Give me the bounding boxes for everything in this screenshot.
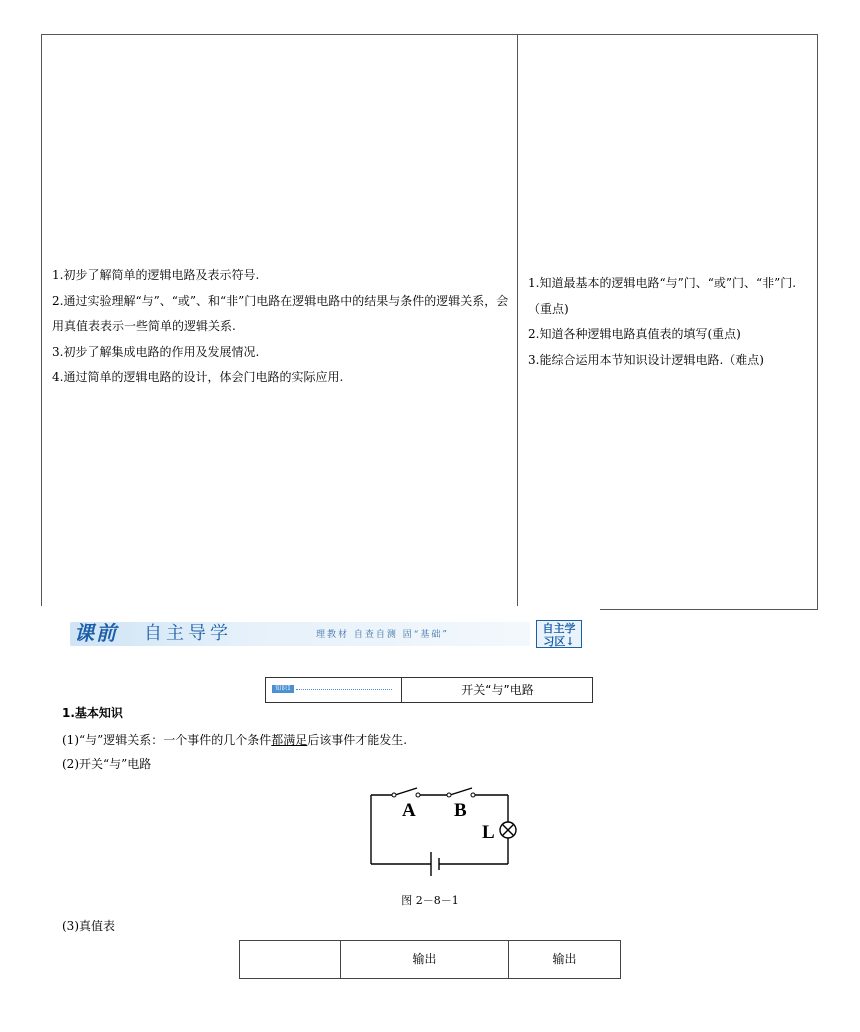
key-point-item: 1.知道最基本的逻辑电路“与”门、“或”门、“非”门.（重点)	[528, 276, 797, 316]
key-point-item: 2.知道各种逻辑电路真值表的填写(重点)	[528, 327, 741, 341]
badge-line-1: 自主学	[542, 622, 576, 635]
content-heading: 1.基本知识	[62, 706, 123, 720]
banner-title-a: 课前	[74, 621, 118, 645]
banner-subtitle: 理教材 自查自测 固“基础”	[316, 630, 449, 640]
goal-item: 3.初步了解集成电路的作用及发展情况.	[52, 344, 260, 359]
goal-item: 1.初步了解简单的逻辑电路及表示符号.	[52, 268, 260, 282]
lamp-label: L	[482, 822, 495, 843]
paragraph-and-logic	[62, 731, 407, 748]
paragraph-truth-table: (3)真值表	[62, 919, 115, 933]
banner-title-b: 自主导学	[144, 623, 232, 644]
key-point-item: 3.能综合运用本节知识设计逻辑电路.（难点)	[528, 352, 764, 367]
truth-table	[239, 940, 621, 979]
section-tag: 知识1	[272, 685, 294, 693]
banner-gap	[40, 606, 600, 614]
section-title: 开关“与”电路	[461, 683, 534, 697]
goal-item: 4.通过简单的逻辑电路的设计，体会门电路的实际应用.	[52, 370, 344, 384]
and-circuit-diagram	[360, 780, 530, 880]
section-banner	[70, 614, 590, 650]
p1-suffix: 后该事件才能发生.	[307, 733, 408, 747]
section-dotted-line	[296, 689, 392, 690]
paragraph-switch-circuit: (2)开关“与”电路	[62, 757, 152, 771]
p1-prefix: (1)“与”逻辑关系：一个事件的几个条件	[62, 733, 272, 747]
switch-b-label: B	[454, 800, 467, 821]
section-tag-cell	[266, 678, 402, 702]
switch-a-label: A	[402, 800, 416, 821]
goals-left-column	[52, 263, 514, 391]
table-header-cell: 输出	[552, 952, 577, 966]
p1-underlined: 都满足	[271, 733, 308, 747]
table-header-cell: 输出	[341, 941, 509, 978]
goal-item: 2.通过实验理解“与”、“或”、和“非”门电路在逻辑电路中的结果与条件的逻辑关系，会用真值表表示一些简单的逻辑关系.	[52, 293, 509, 333]
self-study-badge[interactable]	[536, 620, 582, 648]
banner-bar	[70, 622, 530, 646]
table-header-cell	[240, 941, 341, 978]
table-divider	[517, 35, 518, 609]
badge-line-2: 习区↓	[543, 635, 575, 648]
section-heading-box	[265, 677, 593, 703]
goals-right-column	[528, 271, 810, 373]
figure-caption: 图 2－8－1	[401, 894, 459, 907]
goals-table	[41, 34, 818, 610]
